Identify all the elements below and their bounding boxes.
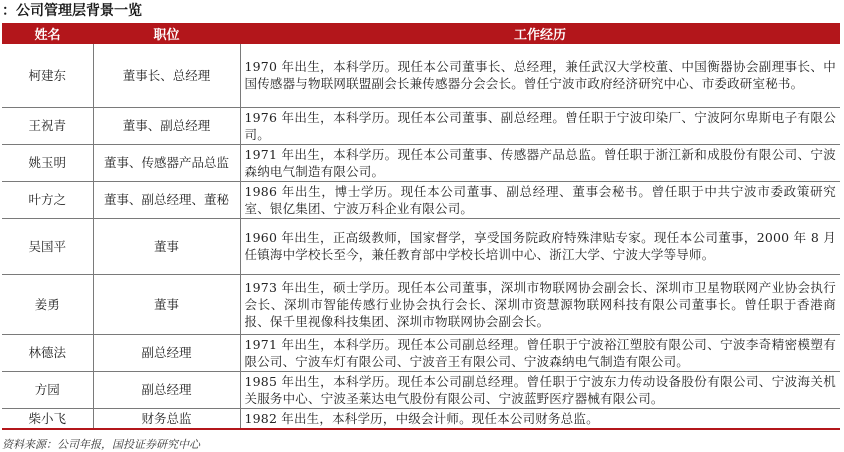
cell-position: 董事、副总经理 bbox=[93, 107, 240, 144]
cell-position: 董事、副总经理、董秘 bbox=[93, 181, 240, 218]
header-experience: 工作经历 bbox=[240, 23, 840, 44]
table-row bbox=[2, 144, 840, 181]
table-row bbox=[2, 334, 840, 371]
cell-name: 姜勇 bbox=[2, 274, 93, 334]
cell-experience: 1982 年出生，本科学历，中级会计师。现任本公司财务总监。 bbox=[240, 408, 840, 429]
cell-experience: 1973 年出生，硕士学历。现任本公司董事，深圳市物联网协会副会长、深圳市卫星物联网产业协会执行会长、深圳市智能传感行业协会执行会长、深圳市资慧源物联网科技有限公司董事长。曾任职于香港商报、保千里视像科技集团、深圳市物联网协会副会长。 bbox=[240, 274, 840, 334]
cell-position: 董事 bbox=[93, 218, 240, 274]
source-note: 资料来源：公司年报，国投证券研究中心 bbox=[2, 438, 200, 451]
cell-position: 财务总监 bbox=[93, 408, 240, 429]
header-name: 姓名 bbox=[2, 23, 93, 44]
cell-name: 柯建东 bbox=[2, 44, 93, 107]
table-row bbox=[2, 371, 840, 408]
cell-experience: 1960 年出生，正高级教师，国家督学，享受国务院政府特殊津贴专家。现任本公司董事，2000 年 8 月任镇海中学校长至今，兼任教育部中学校长培训中心、浙江大学、宁波大学等导师。 bbox=[240, 218, 840, 274]
cell-position: 董事、传感器产品总监 bbox=[93, 144, 240, 181]
cell-experience: 1985 年出生，本科学历。现任本公司副总经理。曾任职于宁波东力传动设备股份有限公司、宁波海关机关服务中心、宁波圣莱达电气股份有限公司、宁波蓝野医疗器械有限公司。 bbox=[240, 371, 840, 408]
cell-position: 副总经理 bbox=[93, 371, 240, 408]
cell-name: 林德法 bbox=[2, 334, 93, 371]
table-row bbox=[2, 408, 840, 429]
table-row bbox=[2, 274, 840, 334]
cell-name: 吴国平 bbox=[2, 218, 93, 274]
table-row bbox=[2, 181, 840, 218]
table-row bbox=[2, 44, 840, 107]
cell-position: 董事 bbox=[93, 274, 240, 334]
management-table bbox=[2, 23, 840, 430]
table-row bbox=[2, 107, 840, 144]
cell-experience: 1971 年出生，本科学历。现任本公司董事、传感器产品总监。曾任职于浙江新和成股份有限公司、宁波森纳电气制造有限公司。 bbox=[240, 144, 840, 181]
cell-position: 副总经理 bbox=[93, 334, 240, 371]
table-row bbox=[2, 218, 840, 274]
cell-experience: 1986 年出生，博士学历。现任本公司董事、副总经理、董事会秘书。曾任职于中共宁波市委政策研究室、银亿集团、宁波万科企业有限公司。 bbox=[240, 181, 840, 218]
cell-name: 姚玉明 bbox=[2, 144, 93, 181]
table-caption: ：公司管理层背景一览 bbox=[2, 3, 142, 19]
cell-name: 方园 bbox=[2, 371, 93, 408]
table-header-row bbox=[2, 23, 840, 44]
cell-name: 王祝青 bbox=[2, 107, 93, 144]
header-position: 职位 bbox=[93, 23, 240, 44]
cell-experience: 1970 年出生，本科学历。现任本公司董事长、总经理，兼任武汉大学校董、中国衡器协会副理事长、中国传感器与物联网联盟副会长兼传感器分会会长。曾任宁波市政府经济研究中心、市委政研室秘书。 bbox=[240, 44, 840, 107]
cell-name: 叶方之 bbox=[2, 181, 93, 218]
cell-position: 董事长、总经理 bbox=[93, 44, 240, 107]
cell-experience: 1971 年出生，本科学历。现任本公司副总经理。曾任职于宁波裕江塑胶有限公司、宁波李奇精密模塑有限公司、宁波车灯有限公司、宁波音王有限公司、宁波森纳电气制造有限公司。 bbox=[240, 334, 840, 371]
cell-experience: 1976 年出生，本科学历。现任本公司董事、副总经理。曾任职于宁波印染厂、宁波阿尔卑斯电子有限公司。 bbox=[240, 107, 840, 144]
cell-name: 柴小飞 bbox=[2, 408, 93, 429]
